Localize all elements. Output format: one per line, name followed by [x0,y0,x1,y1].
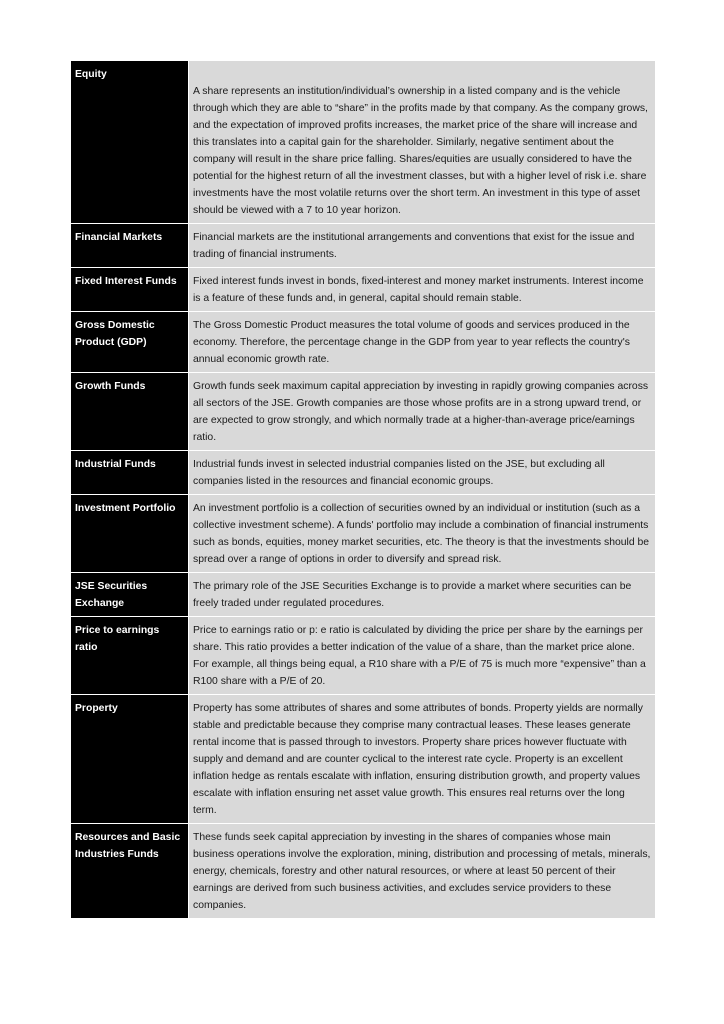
glossary-row-growth-funds [71,373,655,451]
glossary-row-financial-markets [71,224,655,268]
glossary-table [71,61,655,919]
definition-cell: Financial markets are the institutional arrangements and conventions that exist for the issue and trading of financial instruments. [188,224,655,268]
definition-cell: The primary role of the JSE Securities Exchange is to provide a market where securities can be freely traded under regulated procedures. [188,573,655,617]
term-cell: Growth Funds [71,373,188,451]
glossary-row-gdp [71,312,655,373]
glossary-row-jse-securities-exchange [71,573,655,617]
term-cell: Property [71,695,188,824]
glossary-row-fixed-interest-funds [71,268,655,312]
term-cell: Fixed Interest Funds [71,268,188,312]
term-cell: Resources and Basic Industries Funds [71,824,188,919]
term-cell: Gross Domestic Product (GDP) [71,312,188,373]
definition-cell: A share represents an institution/individual’s ownership in a listed company and is the vehicle through which they are able to “share” in the profits made by that company. As the company grows, and the expectation of improved profits increases, the market price of the share will increase and this translates into a capital gain for the shareholder. Similarly, negative sentiment about the company will result in the share price falling. Shares/equities are usually considered to have the potential for the highest return of all the investment classes, but with a higher level of risk i.e. share investments have the most volatile returns over the short term. An investment in this type of asset should be viewed with a 7 to 10 year horizon. [188,61,655,224]
term-cell: JSE Securities Exchange [71,573,188,617]
term-cell: Financial Markets [71,224,188,268]
glossary-row-resources-basic-industries [71,824,655,919]
definition-cell: Property has some attributes of shares and some attributes of bonds. Property yields are normally stable and predictable because they comprise many contractual leases. These leases generate rental income that is passed through to investors. Property share prices however fluctuate with supply and demand and are counter cyclical to the interest rate cycle. Property is an excellent inflation hedge as rentals escalate with inflation, ensuring distribution growth, and property values escalate with inflation ensuring net asset value growth. This ensures real returns over the long term. [188,695,655,824]
definition-cell: These funds seek capital appreciation by investing in the shares of companies whose main business operations involve the exploration, mining, distribution and processing of metals, minerals, energy, chemicals, forestry and other natural resources, or where at least 50 percent of their earnings are derived from such business activities, and excludes service providers to these companies. [188,824,655,919]
term-cell: Price to earnings ratio [71,617,188,695]
definition-cell: An investment portfolio is a collection of securities owned by an individual or institution (such as a collective investment scheme). A funds' portfolio may include a combination of financial instruments such as bonds, equities, money market securities, etc. The theory is that the investments should be spread over a range of options in order to diversify and spread risk. [188,495,655,573]
term-cell: Equity [71,61,188,224]
glossary-row-equity [71,61,655,224]
definition-cell: Growth funds seek maximum capital appreciation by investing in rapidly growing companies across all sectors of the JSE. Growth companies are those whose profits are in a strong upward trend, or are expected to grow strongly, and which normally trade at a higher-than-average price/earnings ratio. [188,373,655,451]
glossary-row-industrial-funds [71,451,655,495]
glossary-row-investment-portfolio [71,495,655,573]
definition-cell: Industrial funds invest in selected industrial companies listed on the JSE, but excluding all companies listed in the resources and financial economic groups. [188,451,655,495]
glossary-row-property [71,695,655,824]
term-cell: Industrial Funds [71,451,188,495]
glossary-row-price-to-earnings [71,617,655,695]
term-cell: Investment Portfolio [71,495,188,573]
definition-cell: The Gross Domestic Product measures the total volume of goods and services produced in the economy. Therefore, the percentage change in the GDP from year to year reflects the country's annual economic growth rate. [188,312,655,373]
definition-cell: Price to earnings ratio or p: e ratio is calculated by dividing the price per share by the earnings per share. This ratio provides a better indication of the value of a share, than the market price alone. For example, all things being equal, a R10 share with a P/E of 75 is much more “expensive” than a R100 share with a P/E of 20. [188,617,655,695]
definition-cell: Fixed interest funds invest in bonds, fixed-interest and money market instruments. Interest income is a feature of these funds and, in general, capital should remain stable. [188,268,655,312]
